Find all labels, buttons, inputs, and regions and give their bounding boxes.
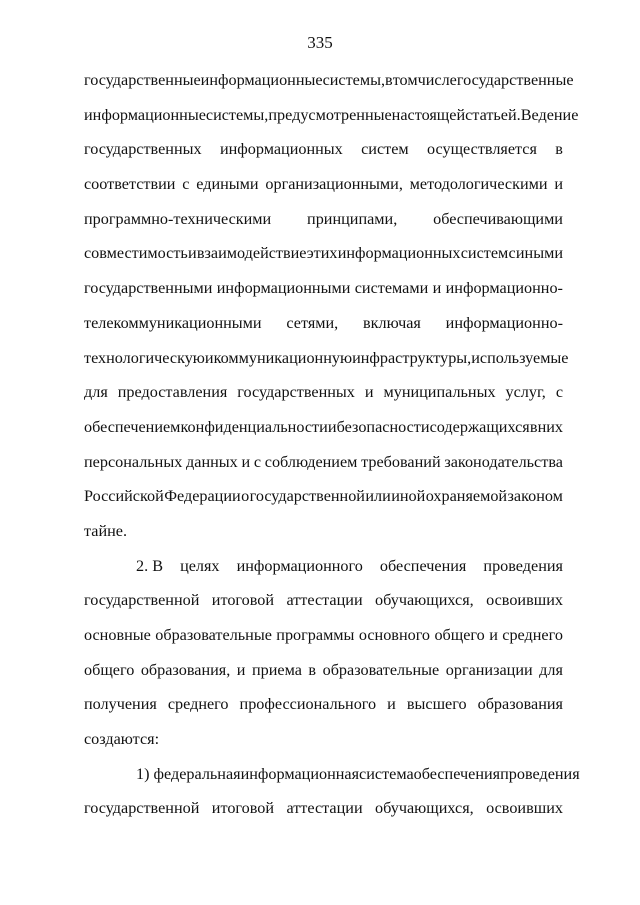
text-line-last: тайне. [84, 521, 128, 540]
word: получения [84, 695, 157, 714]
word: обеспечивающими [433, 209, 563, 228]
word: целях [180, 556, 220, 575]
word: государственных [84, 140, 202, 159]
word: методологическими [409, 175, 548, 194]
word: и [236, 660, 246, 679]
word: иными [515, 244, 563, 263]
word: осуществляется [427, 140, 537, 159]
word: с [253, 452, 262, 471]
word: Ведение [520, 105, 579, 124]
word: Российской [84, 487, 164, 506]
word: муниципальных [383, 383, 496, 402]
word: том [392, 71, 418, 89]
word: проведения [500, 764, 580, 783]
word: обеспечения [413, 764, 501, 783]
word: итоговой [211, 799, 275, 818]
word: профессионального [239, 695, 377, 714]
word: и [387, 695, 396, 714]
word: и [489, 626, 498, 644]
word: предусмотренные [268, 105, 392, 124]
word: технологическую [84, 348, 205, 367]
word: или [365, 487, 391, 506]
word: и [554, 175, 563, 194]
word: персональных [84, 452, 183, 471]
word: обеспечением [84, 417, 181, 436]
word: итоговой [211, 591, 275, 610]
text-line [84, 208, 563, 243]
word: освоивших [486, 799, 563, 818]
word: и [364, 383, 374, 402]
word: образовательные [155, 626, 272, 644]
word: государственные [456, 71, 574, 89]
word: среднего [167, 695, 229, 714]
text-line [84, 416, 563, 451]
text-line [84, 624, 563, 659]
word: организации [445, 660, 533, 679]
word: для [84, 383, 108, 402]
text-line [84, 312, 563, 347]
word: сетями, [286, 313, 339, 332]
word: и [327, 417, 337, 436]
word: информационные [200, 71, 323, 89]
word: иной [391, 487, 426, 506]
paragraph-1 [84, 69, 579, 555]
word: образовательные [322, 660, 440, 679]
word: для [539, 660, 563, 679]
word: информационных [219, 140, 343, 159]
word: соответствии [84, 175, 176, 194]
word: принципами, [307, 209, 398, 228]
word: совместимость [84, 244, 188, 263]
word: информационных [337, 244, 461, 263]
word: среднего [502, 626, 563, 644]
text-line [84, 173, 563, 208]
word: информационно- [445, 279, 563, 298]
text-line [84, 797, 563, 832]
word: с [182, 175, 190, 194]
word: числе [417, 71, 457, 89]
text-line [84, 659, 563, 694]
text-line [84, 69, 574, 104]
word: конфиденциальности [180, 417, 328, 436]
word: законом [507, 487, 563, 506]
word: в [385, 71, 393, 89]
word: содержащихся [429, 417, 530, 436]
text-line [84, 589, 563, 624]
document-body [84, 69, 580, 832]
word: инфраструктуры, [352, 348, 472, 367]
word: освоивших [486, 591, 563, 610]
word: статьей. [465, 105, 521, 124]
word: включая [363, 313, 421, 332]
word: услуг, [505, 383, 546, 402]
page-number: 335 [307, 33, 333, 52]
word: государственными [84, 279, 213, 298]
word: едиными [196, 175, 259, 194]
word: в [308, 660, 317, 679]
paragraph-2 [84, 555, 563, 763]
text-line [84, 138, 563, 173]
text-line [84, 381, 563, 416]
word: и [188, 244, 197, 263]
word: образования [477, 695, 563, 714]
word: информационного [236, 556, 363, 575]
word: образования, [140, 660, 231, 679]
word: система [359, 764, 414, 783]
word: взаимодействие [196, 244, 307, 263]
word: основные [84, 626, 151, 644]
word: и [204, 348, 214, 367]
word: в [529, 417, 538, 436]
text-line [84, 242, 563, 277]
word: проведения [483, 556, 563, 575]
word: 2. В [136, 556, 163, 575]
word: общего [84, 660, 135, 679]
word: коммуникационную [213, 348, 353, 367]
word: организационными, [265, 175, 403, 194]
word: этих [306, 244, 338, 263]
text-line [84, 555, 563, 590]
word: информационными [216, 279, 351, 298]
word: информационная [240, 764, 360, 783]
word: в [555, 140, 563, 159]
text-line [84, 763, 580, 798]
word: основного [358, 626, 431, 644]
word: государственной [249, 487, 365, 506]
word: высшего [406, 695, 467, 714]
word: законодательства [444, 452, 563, 471]
word: обеспечения [379, 556, 467, 575]
word: требований [361, 452, 441, 471]
word: данных [186, 452, 238, 471]
word: и [432, 279, 442, 298]
paragraph-3 [84, 763, 580, 832]
word: аттестации [286, 799, 363, 818]
word: приема [251, 660, 302, 679]
word: государственные [84, 71, 201, 89]
word: с [555, 383, 563, 402]
text-line [84, 104, 579, 139]
word: систем [361, 140, 409, 159]
word: системы, [322, 71, 386, 89]
word: настоящей [391, 105, 466, 124]
word: и [241, 452, 251, 471]
word: них [537, 417, 563, 436]
word: государственной [84, 591, 200, 610]
word: систем [460, 244, 509, 263]
word: обучающихся, [375, 799, 474, 818]
word: государственной [84, 799, 200, 818]
word: аттестации [286, 591, 363, 610]
text-line-last: создаются: [84, 730, 160, 749]
word: безопасности [336, 417, 430, 436]
text-line [84, 347, 569, 382]
word: 1) федеральная [136, 764, 241, 783]
word: государственных [237, 383, 355, 402]
word: системами [354, 279, 429, 298]
word: программы [276, 626, 355, 644]
text-line [84, 693, 563, 728]
word: используемые [471, 348, 569, 367]
word: информационные [84, 105, 206, 124]
word: системы, [205, 105, 269, 124]
word: общего [434, 626, 485, 644]
text-line [84, 451, 563, 486]
word: о [241, 487, 250, 506]
text-line [84, 277, 563, 312]
word: предоставления [117, 383, 228, 402]
word: соблюдением [264, 452, 358, 471]
text-line [84, 485, 563, 520]
word: Федерации [164, 487, 241, 506]
word: информационно- [445, 313, 563, 332]
word: с [508, 244, 516, 263]
word: телекоммуникационными [84, 313, 262, 332]
word: обучающихся, [375, 591, 474, 610]
word: программно-техническими [84, 209, 272, 228]
word: охраняемой [425, 487, 508, 506]
